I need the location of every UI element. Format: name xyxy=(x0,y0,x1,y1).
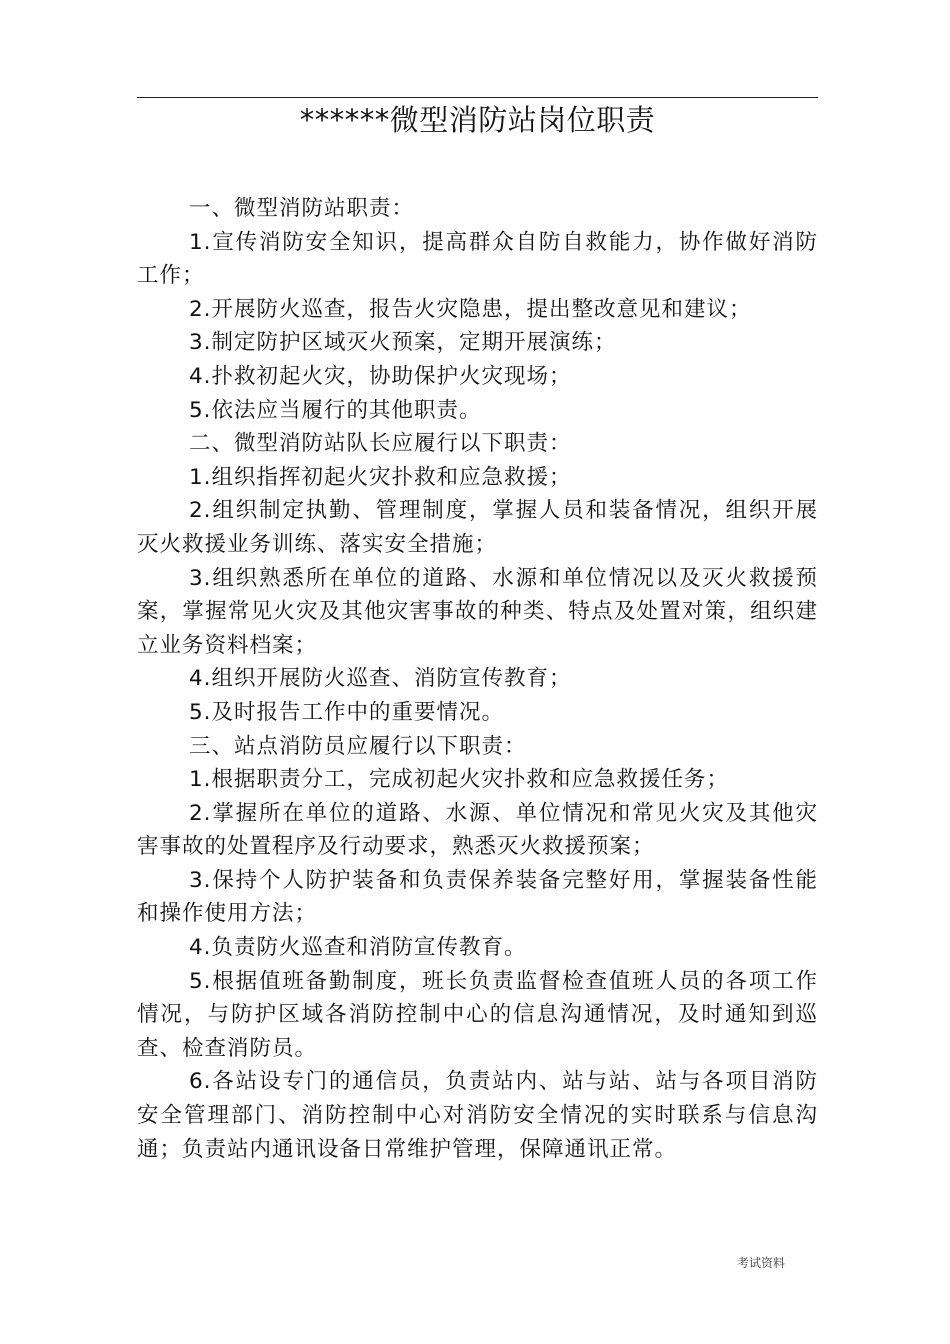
paragraph: 4.负责防火巡查和消防宣传教育。 xyxy=(189,935,527,961)
paragraph: 6.各站设专门的通信员，负责站内、站与站、站与各项目消防安全管理部门、消防控制中心对消防安全情况的实时联系与信息沟通；负责站内通讯设备日常维护管理，保障通讯正常。 xyxy=(137,1069,818,1162)
paragraph: 1.根据职责分工，完成初起火灾扑救和应急救援任务； xyxy=(189,767,730,793)
paragraph: 3.保持个人防护装备和负责保养装备完整好用，掌握装备性能和操作使用方法； xyxy=(137,867,818,927)
document-title: ******微型消防站岗位职责 xyxy=(299,103,656,137)
paragraph: 2.组织制定执勤、管理制度，掌握人员和装备情况，组织开展灭火救援业务训练、落实安全措施； xyxy=(137,498,818,557)
paragraph: 2.掌握所在单位的道路、水源、单位情况和常见火灾及其他灾害事故的处置程序及行动要求，熟悉灭火救援预案； xyxy=(137,800,818,860)
paragraph: 5.根据值班备勤制度，班长负责监督检查值班人员的各项工作情况，与防护区域各消防控制中心的信息沟通情况，及时通知到巡查、检查消防员。 xyxy=(137,968,818,1061)
paragraph: 4.组织开展防火巡查、消防宣传教育； xyxy=(189,666,572,692)
section-heading-2: 二、微型消防站队长应履行以下职责： xyxy=(189,431,572,457)
paragraph: 3.组织熟悉所在单位的道路、水源和单位情况以及灭火救援预案，掌握常见火灾及其他灾害事故的种类、特点及处置对策，组织建立业务资料档案； xyxy=(137,565,818,658)
paragraph: 4.扑救初起火灾，协助保护火灾现场； xyxy=(189,363,572,389)
section-heading-1: 一、微型消防站职责： xyxy=(189,196,415,221)
paragraph: 1.组织指挥初起火灾扑救和应急救援； xyxy=(189,464,572,490)
paragraph: 3.制定防护区域灭火预案，定期开展演练； xyxy=(189,330,617,356)
paragraph: 5.及时报告工作中的重要情况。 xyxy=(189,699,505,725)
paragraph: 5.依法应当履行的其他职责。 xyxy=(189,397,482,423)
paragraph: 1.宣传消防安全知识，提高群众自防自救能力，协作做好消防工作； xyxy=(137,229,818,289)
paragraph: 2.开展防火巡查，报告火灾隐患，提出整改意见和建议； xyxy=(189,296,752,322)
footer-note: 考试资料 xyxy=(737,1256,786,1270)
section-heading-3: 三、站点消防员应履行以下职责： xyxy=(189,733,527,759)
document-body xyxy=(137,192,818,1166)
